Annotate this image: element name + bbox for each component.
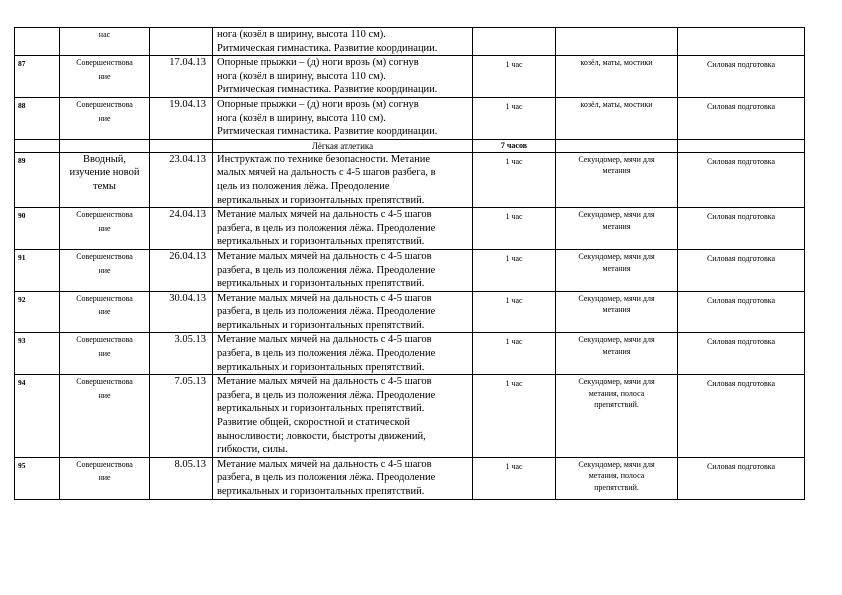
lesson-type-line: изучение новой	[69, 167, 140, 179]
lesson-topic-cell	[213, 249, 473, 291]
lesson-equipment-line: Секундомер, мячи для	[578, 459, 655, 469]
lesson-number-cell: 95	[15, 457, 60, 499]
lesson-date-cell: 30.04.13	[150, 291, 213, 333]
lesson-topic-line: Ритмическая гимнастика. Развитие координации.	[217, 84, 438, 96]
lesson-topic-cell	[213, 208, 473, 250]
lesson-equipment-line: Секундомер, мячи для	[578, 251, 655, 261]
table-row	[15, 375, 805, 458]
lesson-type-cell	[60, 333, 150, 375]
lesson-topic-line: Метание малых мячей на дальность с 4-5 шагов	[217, 458, 432, 470]
lesson-date-cell: 19.04.13	[150, 97, 213, 139]
table-row	[15, 208, 805, 250]
lesson-equipment-cell	[556, 97, 678, 139]
lesson-type-cell	[60, 152, 150, 207]
section-spacer	[556, 139, 678, 152]
lesson-equipment-line: метания	[602, 263, 631, 273]
lesson-topic-line: вертикальных и горизонтальных препятствий.	[217, 319, 425, 331]
lesson-type-cell	[60, 208, 150, 250]
lesson-date-cell: 17.04.13	[150, 56, 213, 98]
table-row	[15, 28, 805, 56]
lesson-topic-line: нога (козёл в ширину, высота 110 см).	[217, 112, 386, 124]
lesson-type-line: Вводный,	[82, 153, 127, 165]
lesson-topic-line: Инструктаж по технике безопасности. Метание	[217, 153, 431, 165]
lesson-type-line: ние	[98, 473, 111, 483]
lesson-type-line: ние	[98, 390, 111, 400]
lesson-type-cell	[60, 249, 150, 291]
lesson-topic-line: вертикальных и горизонтальных препятствий.	[217, 486, 425, 497]
lesson-control-cell: Силовая подготовка	[678, 97, 805, 139]
lesson-topic-line: вертикальных и горизонтальных препятствий.	[217, 194, 425, 206]
lesson-topic-line: Метание малых мячей на дальность с 4-5 шагов	[217, 292, 432, 304]
lesson-equipment-cell	[556, 291, 678, 333]
lesson-number-cell: 92	[15, 291, 60, 333]
lesson-type-cell	[60, 56, 150, 98]
lesson-control-cell: Силовая подготовка	[678, 291, 805, 333]
lesson-topic-line: малых мячей на дальность с 4-5 шагов разбега, в	[217, 167, 436, 179]
lesson-date-cell: 3.05.13	[150, 333, 213, 375]
lesson-topic-cell	[213, 28, 473, 56]
section-spacer	[60, 139, 150, 152]
lesson-hours-cell: 1 час	[473, 152, 556, 207]
lesson-type-cell: нас	[60, 28, 150, 56]
lesson-number-cell: 91	[15, 249, 60, 291]
lesson-control-cell: Силовая подготовка	[678, 333, 805, 375]
lesson-type-line: ние	[98, 349, 111, 359]
lesson-type-line: Совершенствова	[76, 459, 133, 469]
lesson-type-line: Совершенствова	[76, 58, 133, 68]
lesson-number-cell: 94	[15, 375, 60, 458]
lesson-topic-line: гибкости, силы.	[217, 444, 288, 456]
lesson-date-cell: 8.05.13	[150, 457, 213, 499]
lesson-topic-line: вертикальных и горизонтальных препятствий.	[217, 278, 425, 290]
lesson-number-cell: 88	[15, 97, 60, 139]
lesson-date-cell: 7.05.13	[150, 375, 213, 458]
lesson-topic-line: Метание малых мячей на дальность с 4-5 шагов	[217, 334, 432, 346]
lesson-topic-cell	[213, 457, 473, 499]
table-row	[15, 333, 805, 375]
lesson-type-line: ние	[98, 265, 111, 275]
lesson-type-line: ние	[98, 307, 111, 317]
lesson-topic-cell	[213, 97, 473, 139]
section-row	[15, 139, 805, 152]
lesson-topic-line: Опорные прыжки – (д) ноги врозь (м) согнув	[217, 98, 419, 110]
lesson-equipment-cell	[556, 333, 678, 375]
lesson-equipment-line: метания, полоса	[588, 471, 645, 481]
lesson-topic-cell	[213, 291, 473, 333]
lesson-type-line: Совершенствова	[76, 293, 133, 303]
lesson-equipment-cell	[556, 56, 678, 98]
lesson-equipment-cell	[556, 208, 678, 250]
lesson-date-cell: 23.04.13	[150, 152, 213, 207]
section-spacer	[150, 139, 213, 152]
lesson-topic-line: разбега, в цель из положения лёжа. Преодоление	[217, 348, 436, 360]
lesson-type-line: Совершенствова	[76, 251, 133, 261]
lesson-type-line: ние	[98, 113, 111, 123]
lesson-number-cell	[15, 28, 60, 56]
lesson-hours-cell: 1 час	[473, 56, 556, 98]
lesson-type-line: Совершенствова	[76, 210, 133, 220]
lesson-number-cell: 87	[15, 56, 60, 98]
lesson-control-cell: Силовая подготовка	[678, 249, 805, 291]
topic-line: Ритмическая гимнастика. Развитие координации.	[217, 42, 438, 54]
lesson-plan-table	[14, 27, 805, 500]
lesson-number-cell: 89	[15, 152, 60, 207]
table-row	[15, 249, 805, 291]
lesson-equipment-line: Секундомер, мячи для	[578, 377, 655, 387]
lesson-type-cell	[60, 457, 150, 499]
lesson-topic-line: Метание малых мячей на дальность с 4-5 шагов	[217, 209, 432, 221]
lesson-date-cell	[150, 28, 213, 56]
section-title: Лёгкая атлетика	[213, 139, 473, 152]
section-spacer	[15, 139, 60, 152]
lesson-type-line: темы	[93, 180, 116, 192]
lesson-topic-cell	[213, 56, 473, 98]
lesson-topic-cell	[213, 333, 473, 375]
lesson-equipment-line: метания	[602, 305, 631, 315]
topic-line: нога (козёл в ширину, высота 110 см).	[217, 29, 386, 40]
lesson-equipment-line: метания	[602, 166, 631, 176]
lesson-date-cell: 24.04.13	[150, 208, 213, 250]
lesson-equipment-line: препятствий.	[594, 483, 639, 492]
lesson-topic-line: Метание малых мячей на дальность с 4-5 шагов	[217, 376, 432, 388]
lesson-control-cell: Силовая подготовка	[678, 208, 805, 250]
lesson-equipment-cell	[556, 457, 678, 499]
table-row	[15, 97, 805, 139]
lesson-equipment-line: препятствий.	[594, 400, 639, 410]
table-row	[15, 457, 805, 499]
lesson-hours-cell: 1 час	[473, 291, 556, 333]
lesson-equipment-cell	[556, 28, 678, 56]
lesson-topic-line: разбега, в цель из положения лёжа. Преодоление	[217, 389, 436, 401]
lesson-hours-cell: 1 час	[473, 208, 556, 250]
lesson-equipment-cell	[556, 152, 678, 207]
lesson-control-cell: Силовая подготовка	[678, 56, 805, 98]
lesson-topic-line: Опорные прыжки – (д) ноги врозь (м) согнув	[217, 57, 419, 69]
lesson-topic-line: разбега, в цель из положения лёжа. Преодоление	[217, 306, 436, 318]
lesson-control-cell: Силовая подготовка	[678, 152, 805, 207]
lesson-topic-cell	[213, 375, 473, 458]
lesson-topic-line: Метание малых мячей на дальность с 4-5 шагов	[217, 250, 432, 262]
lesson-type-line: Совершенствова	[76, 99, 133, 109]
lesson-equipment-line: метания	[602, 221, 631, 231]
lesson-topic-cell	[213, 152, 473, 207]
lesson-date-cell: 26.04.13	[150, 249, 213, 291]
lesson-hours-cell	[473, 28, 556, 56]
lesson-topic-line: цель из положения лёжа. Преодоление	[217, 180, 390, 192]
lesson-topic-line: разбега, в цель из положения лёжа. Преодоление	[217, 264, 436, 276]
lesson-equipment-line: Секундомер, мячи для	[578, 210, 655, 220]
lesson-type-cell	[60, 97, 150, 139]
lesson-type-cell	[60, 291, 150, 333]
lesson-topic-line: выносливости; ловкости, быстроты движений,	[217, 430, 426, 442]
lesson-control-cell: Силовая подготовка	[678, 457, 805, 499]
lesson-topic-line: вертикальных и горизонтальных препятствий.	[217, 361, 425, 373]
lesson-hours-cell: 1 час	[473, 333, 556, 375]
lesson-topic-line: разбега, в цель из положения лёжа. Преодоление	[217, 472, 436, 484]
table-row	[15, 152, 805, 207]
lesson-equipment-line: Секундомер, мячи для	[578, 293, 655, 303]
lesson-plan-body	[15, 28, 805, 500]
lesson-topic-line: Ритмическая гимнастика. Развитие координации.	[217, 126, 438, 138]
section-spacer	[678, 139, 805, 152]
lesson-topic-line: Развитие общей, скоростной и статической	[217, 417, 411, 429]
lesson-type-line: ние	[98, 71, 111, 81]
lesson-equipment-line: метания, полоса	[588, 388, 645, 398]
lesson-hours-cell: 1 час	[473, 375, 556, 458]
lesson-type-line: ние	[98, 223, 111, 233]
lesson-type-line: Совершенствова	[76, 377, 133, 387]
section-hours: 7 часов	[473, 139, 556, 152]
lesson-hours-cell: 1 час	[473, 97, 556, 139]
lesson-type-cell	[60, 375, 150, 458]
lesson-control-cell	[678, 28, 805, 56]
lesson-equipment-line: Секундомер, мячи для	[578, 335, 655, 345]
lesson-equipment-line: козёл, маты, мостики	[580, 99, 653, 109]
table-row	[15, 291, 805, 333]
lesson-topic-line: вертикальных и горизонтальных препятствий.	[217, 236, 425, 248]
lesson-number-cell: 93	[15, 333, 60, 375]
lesson-equipment-line: Секундомер, мячи для	[578, 154, 655, 164]
lesson-topic-line: разбега, в цель из положения лёжа. Преодоление	[217, 222, 436, 234]
lesson-equipment-cell	[556, 375, 678, 458]
lesson-number-cell: 90	[15, 208, 60, 250]
table-row	[15, 56, 805, 98]
lesson-equipment-line: метания	[602, 347, 631, 357]
lesson-control-cell: Силовая подготовка	[678, 375, 805, 458]
lesson-equipment-cell	[556, 249, 678, 291]
lesson-hours-cell: 1 час	[473, 457, 556, 499]
lesson-topic-line: вертикальных и горизонтальных препятствий.	[217, 403, 425, 415]
lesson-type-line: Совершенствова	[76, 335, 133, 345]
lesson-topic-line: нога (козёл в ширину, высота 110 см).	[217, 70, 386, 82]
lesson-equipment-line: козёл, маты, мостики	[580, 58, 653, 68]
lesson-hours-cell: 1 час	[473, 249, 556, 291]
